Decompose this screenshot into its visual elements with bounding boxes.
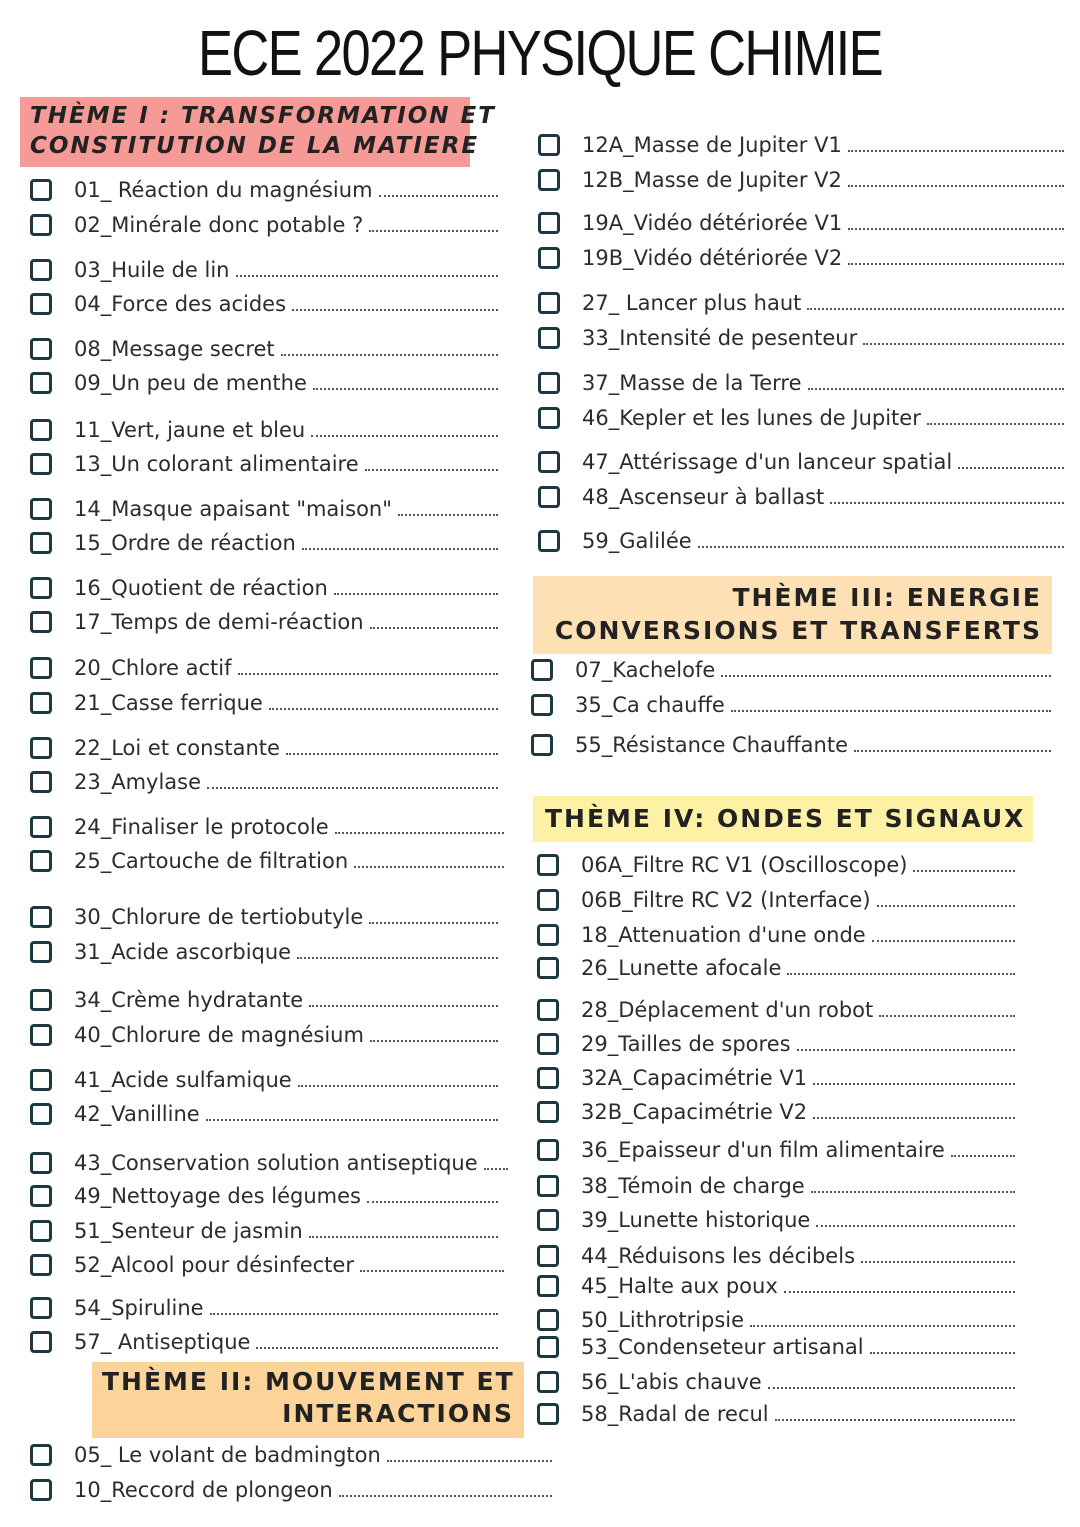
theme-3-heading	[533, 576, 1052, 654]
checklist-item-label: 24_Finaliser le protocole	[74, 815, 329, 839]
theme-1-heading-line-2: CONSTITUTION DE LA MATIERE	[30, 133, 480, 159]
checkbox[interactable]	[537, 889, 559, 911]
checklist-item-label: 30_Chlorure de tertiobutyle	[74, 905, 364, 929]
checklist-item[interactable]	[538, 403, 1064, 433]
checklist-item-label: 13_Un colorant alimentaire	[74, 452, 359, 476]
checklist-item-label: 33_Intensité de pesenteur	[582, 326, 858, 350]
checklist-item[interactable]	[30, 368, 498, 398]
checklist-item-label: 43_Conservation solution antiseptique	[74, 1151, 478, 1175]
checklist-item[interactable]	[30, 449, 498, 479]
checklist-item[interactable]	[30, 528, 498, 558]
dotted-leader	[335, 832, 504, 834]
dotted-leader	[816, 1225, 1015, 1227]
checkbox[interactable]	[30, 989, 52, 1011]
checklist-item[interactable]	[537, 995, 1015, 1025]
dotted-leader	[808, 388, 1064, 390]
checkbox[interactable]	[30, 1069, 52, 1091]
checkbox[interactable]	[537, 1309, 559, 1331]
checklist-item[interactable]	[30, 1293, 498, 1323]
dotted-leader	[951, 1155, 1015, 1157]
checklist-item[interactable]	[30, 607, 498, 637]
checklist-item[interactable]	[538, 368, 1064, 398]
checklist-item[interactable]	[30, 573, 498, 603]
checkbox[interactable]	[30, 611, 52, 633]
checklist-item-label: 19B_Vidéo détériorée V2	[582, 246, 843, 270]
checkbox[interactable]	[538, 451, 560, 473]
dotted-leader	[784, 1291, 1015, 1293]
checklist-item[interactable]	[531, 730, 1051, 760]
checklist-item-label: 10_Reccord de plongeon	[74, 1478, 333, 1502]
dotted-leader	[848, 185, 1064, 187]
dotted-leader	[365, 469, 498, 471]
dotted-leader	[281, 354, 498, 356]
checklist-item-label: 16_Quotient de réaction	[74, 576, 328, 600]
checklist-item-label: 23_Amylase	[74, 770, 202, 794]
dotted-leader	[848, 150, 1064, 152]
checklist-item-label: 14_Masque apaisant "maison"	[74, 497, 392, 521]
checklist-item[interactable]	[30, 733, 498, 763]
checklist-item[interactable]	[30, 688, 498, 718]
checkbox[interactable]	[30, 1220, 52, 1242]
checkbox[interactable]	[537, 1336, 559, 1358]
theme-2-heading-line-2: INTERACTIONS	[282, 1399, 514, 1428]
checklist-item-label: 34_Crème hydratante	[74, 988, 304, 1012]
checkbox[interactable]	[30, 1254, 52, 1276]
checklist-item-label: 35_Ca chauffe	[575, 693, 725, 717]
dotted-leader	[775, 1419, 1015, 1421]
checkbox[interactable]	[30, 1331, 52, 1353]
checkbox[interactable]	[537, 1033, 559, 1055]
checklist-item[interactable]	[30, 1181, 498, 1211]
checkbox[interactable]	[537, 1245, 559, 1267]
checklist-item-label: 17_Temps de demi-réaction	[74, 610, 364, 634]
theme-1-heading-line-1: THÈME I : TRANSFORMATION ET	[30, 103, 496, 129]
theme-2-heading	[92, 1362, 524, 1438]
checklist-item-label: 47_Attérissage d'un lanceur spatial	[582, 450, 953, 474]
dotted-leader	[813, 1083, 1015, 1085]
dotted-leader	[863, 343, 1064, 345]
dotted-leader	[369, 922, 498, 924]
checkbox[interactable]	[537, 924, 559, 946]
checklist-item-label: 36_Epaisseur d'un film alimentaire	[581, 1138, 945, 1162]
dotted-leader	[206, 1119, 498, 1121]
checklist-item-label: 48_Ascenseur à ballast	[582, 485, 825, 509]
checkbox[interactable]	[30, 850, 52, 872]
checklist-item-label: 07_Kachelofe	[575, 658, 716, 682]
checkbox[interactable]	[537, 1175, 559, 1197]
dotted-leader	[309, 1236, 498, 1238]
checkbox[interactable]	[538, 530, 560, 552]
dotted-leader	[813, 1117, 1015, 1119]
checkbox[interactable]	[538, 327, 560, 349]
checklist-item-label: 03_Huile de lin	[74, 258, 230, 282]
checklist-item[interactable]	[538, 323, 1064, 353]
dotted-leader	[807, 308, 1064, 310]
dotted-leader	[370, 627, 498, 629]
checklist-item-label: 39_Lunette historique	[581, 1208, 811, 1232]
checkbox[interactable]	[30, 692, 52, 714]
checklist-item[interactable]	[538, 482, 1064, 512]
checkbox[interactable]	[30, 532, 52, 554]
checklist-item[interactable]	[537, 885, 1015, 915]
checkbox[interactable]	[538, 169, 560, 191]
dotted-leader	[848, 263, 1064, 265]
checkbox[interactable]	[537, 1067, 559, 1089]
checklist-item-label: 45_Halte aux poux	[581, 1274, 778, 1298]
dotted-leader	[292, 309, 498, 311]
checklist-item-label: 12A_Masse de Jupiter V1	[582, 133, 842, 157]
checklist-item[interactable]	[30, 415, 498, 445]
checklist-item[interactable]	[30, 494, 498, 524]
checklist-item[interactable]	[537, 920, 1015, 950]
dotted-leader	[236, 275, 499, 277]
checklist-item[interactable]	[30, 1020, 498, 1050]
checklist-item-label: 49_Nettoyage des légumes	[74, 1184, 361, 1208]
checklist-item-label: 54_Spiruline	[74, 1296, 204, 1320]
checklist-item-label: 58_Radal de recul	[581, 1402, 769, 1426]
checklist-item-label: 53_Condenseteur artisanal	[581, 1335, 864, 1359]
dotted-leader	[298, 1085, 498, 1087]
dotted-leader	[877, 905, 1015, 907]
checklist-item-label: 32B_Capacimétrie V2	[581, 1100, 808, 1124]
dotted-leader	[354, 866, 504, 868]
theme-3-heading-line-1: THÈME III: ENERGIE	[732, 583, 1042, 612]
checklist-item[interactable]	[30, 175, 498, 205]
dotted-leader	[750, 1325, 1015, 1327]
checkbox[interactable]	[538, 372, 560, 394]
checkbox[interactable]	[537, 1139, 559, 1161]
checklist-item-label: 06B_Filtre RC V2 (Interface)	[581, 888, 871, 912]
checklist-item[interactable]	[30, 1148, 508, 1178]
dotted-leader	[484, 1168, 508, 1170]
checklist-item-label: 09_Un peu de menthe	[74, 371, 307, 395]
checkbox[interactable]	[537, 999, 559, 1021]
checklist-item[interactable]	[537, 1399, 1015, 1429]
checklist-item-label: 29_Tailles de spores	[581, 1032, 791, 1056]
checkbox[interactable]	[30, 906, 52, 928]
checklist-item[interactable]	[537, 1097, 1015, 1127]
checkbox[interactable]	[538, 486, 560, 508]
checklist-item-label: 56_L'abis chauve	[581, 1370, 762, 1394]
checkbox[interactable]	[538, 407, 560, 429]
checkbox[interactable]	[30, 657, 52, 679]
theme-1-heading	[20, 97, 496, 167]
dotted-leader	[787, 973, 1015, 975]
dotted-leader	[797, 1049, 1015, 1051]
dotted-leader	[721, 675, 1051, 677]
checklist-item-label: 44_Réduisons les décibels	[581, 1244, 856, 1268]
checklist-item-label: 59_Galilée	[582, 529, 692, 553]
checkbox[interactable]	[537, 1275, 559, 1297]
checkbox[interactable]	[30, 1444, 52, 1466]
checkbox[interactable]	[537, 1209, 559, 1231]
checklist-item-label: 15_Ordre de réaction	[74, 531, 296, 555]
checklist-item[interactable]	[537, 953, 1015, 983]
checklist-item-label: 21_Casse ferrique	[74, 691, 263, 715]
checklist-item-label: 20_Chlore actif	[74, 656, 232, 680]
checklist-item[interactable]	[537, 1029, 1015, 1059]
checklist-item[interactable]	[537, 1241, 1015, 1271]
checkbox[interactable]	[30, 816, 52, 838]
checklist-item[interactable]	[538, 447, 1064, 477]
checklist-item-label: 08_Message secret	[74, 337, 275, 361]
checkbox[interactable]	[30, 1103, 52, 1125]
dotted-leader	[848, 228, 1064, 230]
checklist-item[interactable]	[30, 1475, 552, 1505]
dotted-leader	[927, 423, 1064, 425]
checklist-item-label: 19A_Vidéo détériorée V1	[582, 211, 843, 235]
checkbox[interactable]	[30, 941, 52, 963]
checklist-item-label: 32A_Capacimétrie V1	[581, 1066, 808, 1090]
checklist-item[interactable]	[538, 165, 1064, 195]
dotted-leader	[269, 708, 498, 710]
checklist-item[interactable]	[30, 937, 498, 967]
checklist-item-label: 28_Déplacement d'un robot	[581, 998, 874, 1022]
checkbox[interactable]	[537, 1101, 559, 1123]
checklist-item-label: 51_Senteur de jasmin	[74, 1219, 303, 1243]
dotted-leader	[339, 1495, 552, 1497]
dotted-leader	[369, 230, 498, 232]
checkbox[interactable]	[537, 1403, 559, 1425]
checklist-item-label: 11_Vert, jaune et bleu	[74, 418, 306, 442]
dotted-leader	[297, 957, 498, 959]
checkbox[interactable]	[537, 854, 559, 876]
checklist-item-label: 25_Cartouche de filtration	[74, 849, 349, 873]
dotted-leader	[207, 787, 498, 789]
dotted-leader	[913, 870, 1015, 872]
checklist-item[interactable]	[537, 1367, 1015, 1397]
checkbox[interactable]	[30, 372, 52, 394]
checklist-item-label: 02_Minérale donc potable ?	[74, 213, 364, 237]
dotted-leader	[302, 548, 498, 550]
checkbox[interactable]	[531, 694, 553, 716]
checklist-item-label: 41_Acide sulfamique	[74, 1068, 292, 1092]
checkbox[interactable]	[30, 1152, 52, 1174]
checkbox[interactable]	[531, 734, 553, 756]
checklist-item-label: 38_Témoin de charge	[581, 1174, 805, 1198]
page-title: ECE 2022 PHYSIQUE CHIMIE	[198, 17, 882, 89]
checklist-item-label: 52_Alcool pour désinfecter	[74, 1253, 354, 1277]
dotted-leader	[256, 1347, 498, 1349]
theme-4-heading	[533, 796, 1033, 842]
checkbox[interactable]	[30, 1479, 52, 1501]
checklist-item[interactable]	[538, 130, 1064, 160]
checkbox[interactable]	[30, 453, 52, 475]
checkbox[interactable]	[538, 134, 560, 156]
checklist-item-label: 27_ Lancer plus haut	[582, 291, 802, 315]
checkbox[interactable]	[531, 659, 553, 681]
checklist-item[interactable]	[538, 208, 1064, 238]
checklist-item-label: 06A_Filtre RC V1 (Oscilloscope)	[581, 853, 908, 877]
checklist-item-label: 12B_Masse de Jupiter V2	[582, 168, 842, 192]
checklist-item[interactable]	[537, 1063, 1015, 1093]
checklist-item[interactable]	[30, 1099, 498, 1129]
dotted-leader	[811, 1191, 1015, 1193]
checkbox[interactable]	[30, 214, 52, 236]
checkbox[interactable]	[538, 292, 560, 314]
checklist-item[interactable]	[537, 1332, 1015, 1362]
dotted-leader	[731, 710, 1051, 712]
checkbox[interactable]	[30, 259, 52, 281]
checklist-item[interactable]	[30, 846, 504, 876]
checklist-item-label: 55_Résistance Chauffante	[575, 733, 849, 757]
checkbox[interactable]	[30, 771, 52, 793]
checklist-item[interactable]	[30, 255, 498, 285]
checklist-item-label: 04_Force des acides	[74, 292, 287, 316]
checklist-item[interactable]	[30, 210, 498, 240]
checklist-item[interactable]	[30, 1065, 498, 1095]
checklist-item-label: 31_Acide ascorbique	[74, 940, 292, 964]
dotted-leader	[238, 673, 498, 675]
checkbox[interactable]	[30, 419, 52, 441]
dotted-leader	[870, 1352, 1015, 1354]
checkbox[interactable]	[30, 498, 52, 520]
theme-3-heading-line-2: CONVERSIONS ET TRANSFERTS	[554, 616, 1042, 645]
theme-4-heading-line-1: THÈME IV: ONDES ET SIGNAUX	[545, 804, 1026, 833]
checklist-item-label: 50_Lithrotripsie	[581, 1308, 745, 1332]
checklist-item[interactable]	[537, 1305, 1015, 1335]
dotted-leader	[861, 1261, 1015, 1263]
checkbox[interactable]	[537, 957, 559, 979]
dotted-leader	[286, 753, 498, 755]
checkbox[interactable]	[30, 1024, 52, 1046]
checklist-item-label: 26_Lunette afocale	[581, 956, 782, 980]
dotted-leader	[398, 514, 498, 516]
dotted-leader	[367, 1201, 498, 1203]
dotted-leader	[830, 502, 1064, 504]
checklist-item[interactable]	[30, 289, 498, 319]
dotted-leader	[311, 435, 498, 437]
dotted-leader	[379, 195, 498, 197]
dotted-leader	[313, 388, 498, 390]
checkbox[interactable]	[30, 293, 52, 315]
checklist-item[interactable]	[537, 1271, 1015, 1301]
dotted-leader	[768, 1387, 1015, 1389]
checklist-item[interactable]	[30, 1216, 498, 1246]
checkbox[interactable]	[537, 1371, 559, 1393]
checklist-item[interactable]	[537, 1171, 1015, 1201]
checkbox[interactable]	[30, 1297, 52, 1319]
checkbox[interactable]	[538, 247, 560, 269]
checklist-item-label: 57_ Antiseptique	[74, 1330, 251, 1354]
checklist-item-label: 05_ Le volant de badmington	[74, 1443, 381, 1467]
checklist-item[interactable]	[30, 653, 498, 683]
checklist-item-label: 46_Kepler et les lunes de Jupiter	[582, 406, 921, 430]
checklist-item-label: 40_Chlorure de magnésium	[74, 1023, 364, 1047]
checklist-item[interactable]	[30, 902, 498, 932]
checkbox[interactable]	[538, 212, 560, 234]
dotted-leader	[872, 940, 1015, 942]
dotted-leader	[879, 1015, 1015, 1017]
checklist-item[interactable]	[30, 1250, 504, 1280]
checklist-item[interactable]	[538, 526, 1064, 556]
dotted-leader	[334, 593, 498, 595]
checklist-item[interactable]	[30, 767, 498, 797]
checkbox[interactable]	[30, 737, 52, 759]
dotted-leader	[360, 1270, 504, 1272]
checkbox[interactable]	[30, 1185, 52, 1207]
checkbox[interactable]	[30, 577, 52, 599]
checklist-item[interactable]	[531, 690, 1051, 720]
checklist-item[interactable]	[537, 1135, 1015, 1165]
checklist-item[interactable]	[538, 288, 1064, 318]
checklist-item-label: 42_Vanilline	[74, 1102, 200, 1126]
dotted-leader	[958, 467, 1064, 469]
dotted-leader	[854, 750, 1051, 752]
dotted-leader	[370, 1040, 498, 1042]
checklist-item[interactable]	[531, 655, 1051, 685]
dotted-leader	[387, 1460, 552, 1462]
checklist-item[interactable]	[30, 1327, 498, 1357]
dotted-leader	[698, 546, 1064, 548]
checklist-item[interactable]	[537, 850, 1015, 880]
checklist-item[interactable]	[537, 1205, 1015, 1235]
checklist-item[interactable]	[538, 243, 1064, 273]
checklist-item-label: 37_Masse de la Terre	[582, 371, 802, 395]
checklist-item-label: 22_Loi et constante	[74, 736, 280, 760]
checklist-item-label: 18_Attenuation d'une onde	[581, 923, 866, 947]
checkbox[interactable]	[30, 179, 52, 201]
checklist-item[interactable]	[30, 334, 498, 364]
dotted-leader	[309, 1005, 498, 1007]
checklist-item[interactable]	[30, 1440, 552, 1470]
checklist-item[interactable]	[30, 985, 498, 1015]
checklist-item[interactable]	[30, 812, 504, 842]
dotted-leader	[210, 1313, 498, 1315]
checklist-item-label: 01_ Réaction du magnésium	[74, 178, 373, 202]
theme-2-heading-line-1: THÈME II: MOUVEMENT ET	[102, 1367, 515, 1396]
checkbox[interactable]	[30, 338, 52, 360]
